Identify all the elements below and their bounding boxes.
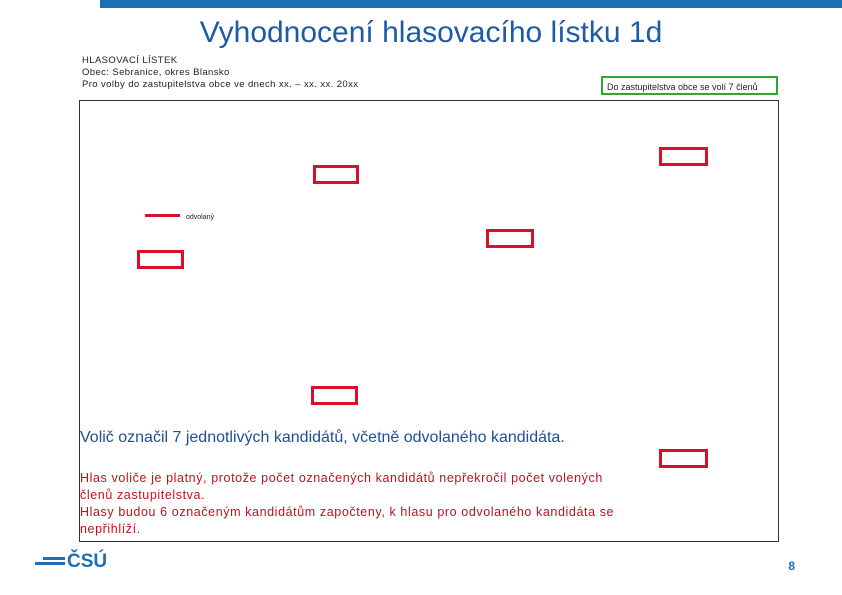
result-line-validity: Hlas voliče je platný, protože počet označených kandidátů nepřekročil počet volených členů zastupitelstva. [80,471,603,502]
ballot-heading: HLASOVACÍ LÍSTEK [82,55,178,66]
revoked-strike-line [145,214,180,217]
seats-note: Do zastupitelstva obce se volí 7 členů [607,82,758,92]
result-text [80,470,620,538]
csu-logo-text: ČSÚ [67,551,108,572]
page-number: 8 [788,559,795,573]
candidate-mark [313,165,359,184]
slide-title: Vyhodnocení hlasovacího lístku 1d [199,16,663,49]
ballot-header [82,55,358,91]
ballot-election-dates: Pro volby do zastupitelstva obce ve dnech xx. – xx. xx. 20xx [82,79,359,90]
candidate-mark [659,449,708,468]
candidate-mark [659,147,708,166]
top-accent-bar [100,0,842,8]
candidate-mark-revoked [137,250,184,269]
csu-logo-icon [35,556,65,568]
seats-note-box [601,76,778,95]
candidate-mark [486,229,534,248]
csu-logo [35,552,107,572]
ballot-municipality: Obec: Sebranice, okres Blansko [82,67,230,78]
revoked-label: odvolaný [186,214,215,221]
result-line-counting: Hlasy budou 6 označeným kandidátům započteny, k hlasu pro odvolaného kandidáta se nepřihlíží. [80,505,615,536]
candidate-mark [311,386,358,405]
voter-action-text: Volič označil 7 jednotlivých kandidátů, včetně odvolaného kandidáta. [80,429,565,446]
